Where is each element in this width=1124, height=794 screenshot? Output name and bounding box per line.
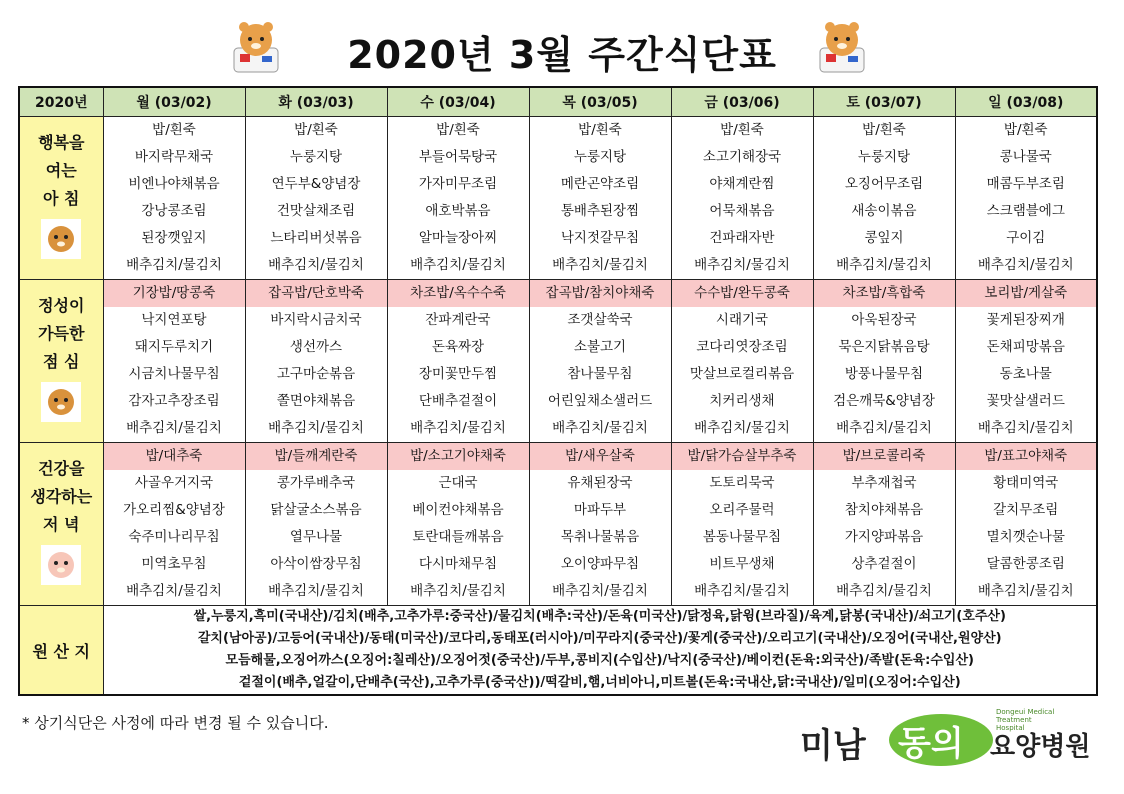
menu-item: 부추재첩국 xyxy=(851,475,917,491)
menu-item: 야채계란찜 xyxy=(709,176,775,192)
rice-porridge-item: 밥/대추죽 xyxy=(104,443,245,470)
menu-item: 미역초무침 xyxy=(141,556,207,572)
menu-item: 부들어묵탕국 xyxy=(418,149,498,165)
menu-item: 쫄면야채볶음 xyxy=(276,393,356,409)
menu-item: 장미꽃만두찜 xyxy=(418,366,498,382)
menu-item: 애호박볶음 xyxy=(425,203,491,219)
menu-item: 유채된장국 xyxy=(567,475,633,491)
day-menu-cell xyxy=(387,443,529,606)
day-menu-cell xyxy=(955,117,1097,280)
rice-porridge-item: 기장밥/땅콩죽 xyxy=(104,280,245,307)
menu-item: 배추김치/물김치 xyxy=(410,257,506,273)
rice-porridge-item: 밥/흰죽 xyxy=(1003,122,1048,138)
menu-item: 콩잎지 xyxy=(864,230,904,246)
rice-porridge-item: 밥/소고기야채죽 xyxy=(388,443,529,470)
menu-item: 배추김치/물김치 xyxy=(836,583,932,599)
day-menu-cell xyxy=(529,117,671,280)
dog-mascot-icon xyxy=(41,382,81,431)
menu-item: 배추김치/물김치 xyxy=(694,257,790,273)
menu-item: 배추김치/물김치 xyxy=(694,583,790,599)
logo-text-mid: 동의 xyxy=(898,724,964,764)
menu-item: 베이컨야채볶음 xyxy=(412,502,504,518)
menu-item: 배추김치/물김치 xyxy=(552,420,648,436)
menu-item: 낙지젓갈무침 xyxy=(560,230,640,246)
header-day: 일 (03/08) xyxy=(955,87,1097,117)
day-menu-cell xyxy=(813,117,955,280)
menu-item: 바지락시금치국 xyxy=(270,312,362,328)
day-menu-cell xyxy=(955,443,1097,606)
menu-item: 오이양파무침 xyxy=(560,556,640,572)
hospital-logo xyxy=(800,706,1100,776)
rice-porridge-item: 밥/들깨계란죽 xyxy=(246,443,387,470)
meal-label-line: 정성이 xyxy=(38,295,85,315)
menu-item: 비트무생채 xyxy=(709,556,775,572)
rice-porridge-item: 수수밥/완두콩죽 xyxy=(672,280,813,307)
day-menu-cell xyxy=(245,117,387,280)
day-menu-cell xyxy=(813,443,955,606)
menu-item: 누룽지탕 xyxy=(289,149,343,165)
logo-text-right: 요양병원 xyxy=(990,732,1091,762)
day-menu-cell xyxy=(671,117,813,280)
menu-item: 배추김치/물김치 xyxy=(552,257,648,273)
menu-item: 아욱된장국 xyxy=(851,312,917,328)
logo-subtext: Dongeui Medical Treatment Hospital xyxy=(996,708,1055,732)
header-day: 토 (03/07) xyxy=(813,87,955,117)
rice-porridge-item: 밥/표고야채죽 xyxy=(956,443,1097,470)
menu-item: 콩가루배추국 xyxy=(276,475,356,491)
menu-item: 봄동나물무침 xyxy=(702,529,782,545)
day-menu-cell xyxy=(245,280,387,443)
menu-item: 배추김치/물김치 xyxy=(977,257,1074,273)
day-menu-cell xyxy=(955,280,1097,443)
origin-line: 모듬해물,오징어까스(오징어:칠레산)/오징어젓(중국산)/두부,콩비지(수입산)/낙지(중국산)/베이컨(돈육:외국산)/족발(돈육:수입산) xyxy=(225,653,974,668)
menu-item: 상추겉절이 xyxy=(851,556,917,572)
page-title: 2020년 3월 주간식단표 xyxy=(347,33,777,77)
origin-line: 갈치(남아공)/고등어(국내산)/동태(미국산)/코다리,동태포(러시아)/미꾸라지(중국산)/꽃게(중국산)/오리고기(국내산)/오징어(국내산,원양산) xyxy=(197,631,1002,646)
day-menu-cell xyxy=(671,443,813,606)
day-menu-cell xyxy=(103,117,245,280)
menu-item: 잔파계란국 xyxy=(425,312,491,328)
menu-item: 달콤한콩조림 xyxy=(986,556,1065,572)
rice-porridge-item: 밥/새우살죽 xyxy=(530,443,671,470)
header-year: 2020년 xyxy=(19,87,103,117)
menu-item: 맛살브로컬리볶음 xyxy=(689,366,795,382)
menu-item: 가지양파볶음 xyxy=(844,529,924,545)
menu-item: 참나물무침 xyxy=(567,366,633,382)
origin-info xyxy=(103,606,1097,696)
meal-label xyxy=(19,443,103,606)
day-menu-cell xyxy=(529,280,671,443)
origin-line: 겉절이(배추,얼갈이,단배추(국산),고추가루(중국산))/떡갈비,햄,너비아니,미트볼(돈육:국내산,닭:국내산)/일미(오징어:수입산) xyxy=(238,675,961,690)
meal-row xyxy=(19,443,1097,606)
day-menu-cell xyxy=(103,443,245,606)
menu-item: 동초나물 xyxy=(999,366,1052,382)
lion-mascot-icon xyxy=(41,219,81,268)
menu-item: 건맛살채조림 xyxy=(276,203,356,219)
menu-item: 메란곤약조림 xyxy=(560,176,640,192)
menu-item: 마파두부 xyxy=(573,502,627,518)
rice-porridge-item: 밥/흰죽 xyxy=(862,122,906,138)
meal-label-line: 생각하는 xyxy=(30,486,93,506)
menu-item: 비엔나야채볶음 xyxy=(128,176,220,192)
header-day: 월 (03/02) xyxy=(103,87,245,117)
menu-item: 다시마채무침 xyxy=(418,556,498,572)
menu-item: 된장깻잎지 xyxy=(141,230,207,246)
menu-item: 꽃맛살샐러드 xyxy=(986,393,1065,409)
day-menu-cell xyxy=(813,280,955,443)
menu-item: 바지락무채국 xyxy=(134,149,214,165)
rice-porridge-item: 밥/흰죽 xyxy=(152,122,196,138)
menu-item: 황태미역국 xyxy=(993,475,1059,491)
menu-item: 콩나물국 xyxy=(999,149,1052,165)
menu-item: 고구마순볶음 xyxy=(276,366,356,382)
menu-item: 오징어무조림 xyxy=(844,176,924,192)
menu-item: 낙지연포탕 xyxy=(141,312,207,328)
day-menu-cell xyxy=(387,117,529,280)
menu-item: 치커리생채 xyxy=(709,393,775,409)
menu-item: 배추김치/물김치 xyxy=(126,583,222,599)
menu-item: 코다리엿장조림 xyxy=(696,339,788,355)
day-menu-cell xyxy=(387,280,529,443)
menu-item: 건파래자반 xyxy=(709,230,775,246)
menu-item: 검은깨묵&양념장 xyxy=(833,393,935,409)
rice-porridge-item: 차조밥/옥수수죽 xyxy=(388,280,529,307)
menu-item: 감자고추장조림 xyxy=(128,393,220,409)
rice-porridge-item: 잡곡밥/단호박죽 xyxy=(246,280,387,307)
rice-porridge-item: 보리밥/게살죽 xyxy=(956,280,1097,307)
weekly-menu-table xyxy=(18,86,1098,696)
menu-item: 단배추겉절이 xyxy=(418,393,498,409)
menu-item: 방풍나물무침 xyxy=(844,366,924,382)
meal-label-line: 건강을 xyxy=(38,458,85,478)
origin-line: 쌀,누룽지,흑미(국내산)/김치(배추,고추가루:중국산)/물김치(배추:국산)/돈육(미국산)/닭정육,닭윙(브라질)/육계,닭봉(국내산)/쇠고기(호주산) xyxy=(193,609,1006,624)
menu-item: 강낭콩조림 xyxy=(141,203,207,219)
menu-item: 구이김 xyxy=(1006,230,1046,246)
menu-item: 가오리찜&양념장 xyxy=(123,502,225,518)
meal-row xyxy=(19,280,1097,443)
menu-item: 느타리버섯볶음 xyxy=(270,230,362,246)
header-day: 목 (03/05) xyxy=(529,87,671,117)
meal-label-line: 여는 xyxy=(45,160,77,180)
menu-item: 어묵채볶음 xyxy=(709,203,775,219)
menu-item: 소불고기 xyxy=(573,339,627,355)
menu-item: 숙주미나리무침 xyxy=(128,529,220,545)
menu-item: 사골우거지국 xyxy=(134,475,214,491)
menu-item: 누룽지탕 xyxy=(573,149,627,165)
menu-item: 배추김치/물김치 xyxy=(410,583,506,599)
menu-item: 배추김치/물김치 xyxy=(268,257,364,273)
menu-item: 생선까스 xyxy=(289,339,343,355)
menu-item: 돈채피망볶음 xyxy=(986,339,1065,355)
peach-mascot-icon xyxy=(41,545,81,594)
rice-porridge-item: 밥/흰죽 xyxy=(578,122,622,138)
origin-row xyxy=(19,606,1097,696)
header-day: 화 (03/03) xyxy=(245,87,387,117)
menu-item: 소고기해장국 xyxy=(702,149,782,165)
menu-item: 배추김치/물김치 xyxy=(836,420,932,436)
menu-item: 배추김치/물김치 xyxy=(268,420,364,436)
menu-item: 멸치깻순나물 xyxy=(986,529,1065,545)
menu-item: 새송이볶음 xyxy=(851,203,917,219)
day-menu-cell xyxy=(103,280,245,443)
meal-label-line: 가득한 xyxy=(38,323,85,343)
menu-item: 묵은지닭볶음탕 xyxy=(838,339,930,355)
menu-item: 목취나물볶음 xyxy=(560,529,640,545)
menu-item: 시래기국 xyxy=(715,312,769,328)
logo-text-left: 미남 xyxy=(800,726,866,766)
menu-item: 어린잎채소샐러드 xyxy=(547,393,653,409)
meal-label xyxy=(19,280,103,443)
rice-porridge-item: 차조밥/흑합죽 xyxy=(814,280,955,307)
menu-item: 꽃게된장찌개 xyxy=(986,312,1065,328)
menu-item: 배추김치/물김치 xyxy=(977,420,1074,436)
origin-label: 원 산 지 xyxy=(19,606,103,696)
menu-item: 알마늘장아찌 xyxy=(418,230,498,246)
menu-item: 연두부&양념장 xyxy=(271,176,361,192)
header-day: 수 (03/04) xyxy=(387,87,529,117)
meal-label-line: 아 침 xyxy=(43,188,80,208)
menu-item: 조갯살쑥국 xyxy=(567,312,633,328)
menu-item: 토란대들깨볶음 xyxy=(412,529,504,545)
menu-item: 매콤두부조림 xyxy=(986,176,1065,192)
menu-item: 배추김치/물김치 xyxy=(694,420,790,436)
menu-item: 열무나물 xyxy=(289,529,343,545)
menu-item: 배추김치/물김치 xyxy=(977,583,1074,599)
menu-item: 가자미무조림 xyxy=(418,176,498,192)
rice-porridge-item: 밥/닭가슴살부추죽 xyxy=(672,443,813,470)
menu-item: 도토리묵국 xyxy=(709,475,775,491)
day-menu-cell xyxy=(671,280,813,443)
menu-item: 배추김치/물김치 xyxy=(268,583,364,599)
meal-row xyxy=(19,117,1097,280)
menu-item: 닭살굴소스볶음 xyxy=(270,502,362,518)
bear-mascot-icon xyxy=(818,18,866,76)
meal-label-line: 행복을 xyxy=(38,132,85,152)
menu-item: 근대국 xyxy=(438,475,478,491)
menu-item: 시금치나물무침 xyxy=(128,366,220,382)
menu-item: 통배추된장찜 xyxy=(560,203,640,219)
menu-item: 스크램블에그 xyxy=(986,203,1065,219)
day-menu-cell xyxy=(529,443,671,606)
rice-porridge-item: 밥/흰죽 xyxy=(720,122,764,138)
menu-item: 참치야채볶음 xyxy=(844,502,924,518)
menu-item: 배추김치/물김치 xyxy=(410,420,506,436)
menu-item: 돈육짜장 xyxy=(431,339,485,355)
meal-label-line: 저 녁 xyxy=(43,514,80,534)
menu-item: 배추김치/물김치 xyxy=(836,257,932,273)
rice-porridge-item: 잡곡밥/참치야채죽 xyxy=(530,280,671,307)
rice-porridge-item: 밥/브로콜리죽 xyxy=(814,443,955,470)
day-menu-cell xyxy=(245,443,387,606)
menu-item: 아삭이쌈장무침 xyxy=(270,556,362,572)
menu-item: 누룽지탕 xyxy=(857,149,911,165)
menu-item: 배추김치/물김치 xyxy=(126,420,222,436)
change-notice: * 상기식단은 사정에 따라 변경 될 수 있습니다. xyxy=(22,714,329,732)
menu-item: 오리주물럭 xyxy=(709,502,775,518)
rice-porridge-item: 밥/흰죽 xyxy=(294,122,338,138)
menu-item: 돼지두루치기 xyxy=(134,339,214,355)
rice-porridge-item: 밥/흰죽 xyxy=(436,122,480,138)
header-day: 금 (03/06) xyxy=(671,87,813,117)
meal-label-line: 점 심 xyxy=(43,351,80,371)
header-row xyxy=(19,87,1097,117)
menu-item: 배추김치/물김치 xyxy=(126,257,222,273)
menu-item: 배추김치/물김치 xyxy=(552,583,648,599)
meal-label xyxy=(19,117,103,280)
menu-item: 갈치무조림 xyxy=(993,502,1059,518)
title-bar xyxy=(0,14,1124,82)
